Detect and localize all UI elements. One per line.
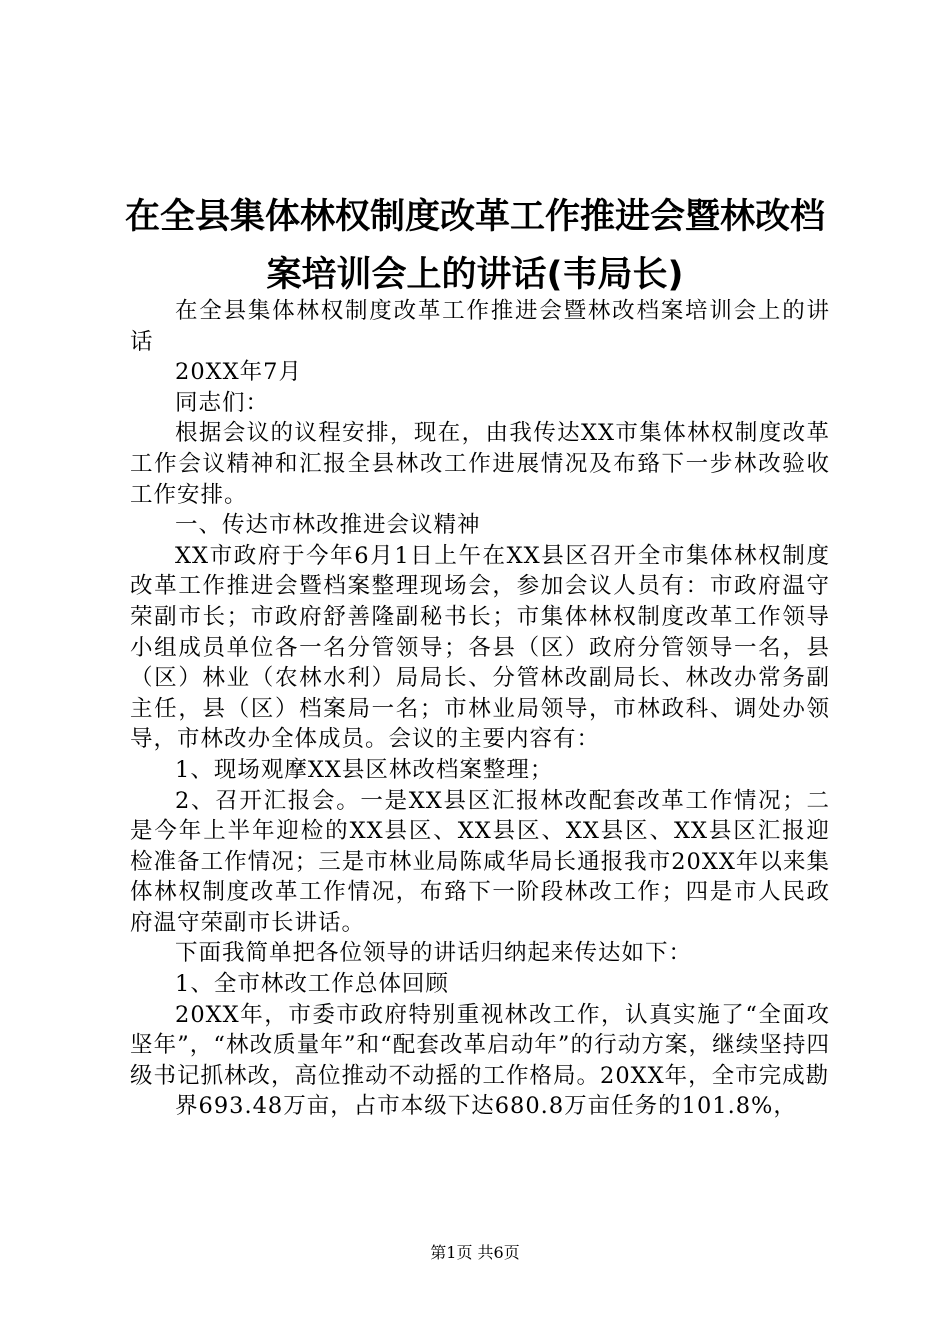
paragraph: 一、传达市林改推进会议精神 <box>175 512 481 539</box>
paragraph: 下面我简单把各位领导的讲话归纳起来传达如下： <box>175 940 693 967</box>
paragraph: 根据会议的议程安排，现在，由我传达XX市集体林权制度改革工作会议精神和汇报全县林改工作进展情况及布臵下一步林改验收工作安排。 <box>130 420 830 508</box>
paragraph: 在全县集体林权制度改革工作推进会暨林改档案培训会上的讲话 <box>130 298 830 355</box>
paragraph: XX市政府于今年6月1日上午在XX县区召开全市集体林权制度改革工作推进会暨档案整理现场会，参加会议人员有：市政府温守荣副市长；市政府舒善隆副秘书长；市集体林权制度改革工作领导小组成员单位各一名分管领导；各县（区）政府分管领导一名，县（区）林业（农林水利）局局长、分管林改副局长、林改办常务副主任，县（区）档案局一名；市林业局领导，市林政科、调处办领导，市林改办全体成员。会议的主要内容有： <box>130 542 830 753</box>
title-line-2: 案培训会上的讲话(韦局长) <box>266 255 684 295</box>
title-line-1: 在全县集体林权制度改革工作推进会暨林改档 <box>124 197 825 237</box>
document-body <box>130 296 830 1122</box>
paragraph: 1、全市林改工作总体回顾 <box>175 971 449 998</box>
paragraph: 2、召开汇报会。一是XX县区汇报林改配套改革工作情况；二是今年上半年迎检的XX县区、XX县区、XX县区、XX县区汇报迎检准备工作情况；三是市林业局陈咸华局长通报我市20XX年以来集体林权制度改革工作情况，布臵下一阶段林改工作；四是市人民政府温守荣副市长讲话。 <box>130 787 830 936</box>
page-footer: 第1页 共6页 <box>430 1243 520 1262</box>
document-title <box>100 188 850 304</box>
paragraph: 1、现场观摩XX县区林改档案整理； <box>175 756 554 783</box>
paragraph: 20XX年，市委市政府特别重视林改工作，认真实施了“全面攻坚年”，“林改质量年”和“配套改革启动年”的行动方案，继续坚持四级书记抓林改，高位推动不动摇的工作格局。20XX年，全市完成勘 <box>130 1001 830 1089</box>
paragraph: 界693.48万亩，占市本级下达680.8万亩任务的101.8%， <box>175 1093 797 1120</box>
paragraph: 同志们： <box>175 389 270 416</box>
paragraph: 20XX年7月 <box>175 359 302 386</box>
